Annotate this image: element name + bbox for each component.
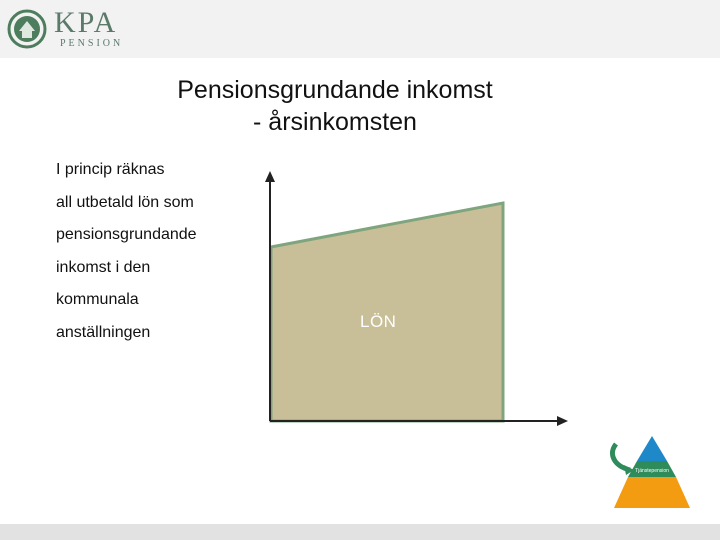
kpa-emblem-icon	[7, 9, 47, 49]
logo-wordmark: KPA	[54, 6, 118, 39]
body-text	[56, 158, 256, 353]
salary-diagram	[255, 165, 575, 430]
pyramid-label: Tjänstepension	[635, 468, 669, 474]
logo-subtitle: PENSION	[60, 38, 124, 49]
text-line: pensionsgrundande	[56, 226, 197, 243]
text-line: inkomst i den	[56, 258, 151, 276]
text-line: anställningen	[56, 323, 151, 341]
footer-band	[0, 524, 720, 540]
text-line: I princip räknas	[56, 161, 165, 178]
page-title	[120, 74, 550, 138]
pension-pyramid-icon	[604, 434, 692, 514]
text-line: kommunala	[56, 291, 139, 308]
header-band	[0, 0, 720, 58]
x-axis-arrow-icon	[557, 416, 568, 426]
title-line-2: - årsinkomsten	[253, 108, 417, 136]
salary-label: LÖN	[360, 312, 397, 331]
y-axis-arrow-icon	[265, 171, 275, 182]
text-line: all utbetald lön som	[56, 193, 194, 211]
title-line-1: Pensionsgrundande inkomst	[177, 76, 493, 104]
